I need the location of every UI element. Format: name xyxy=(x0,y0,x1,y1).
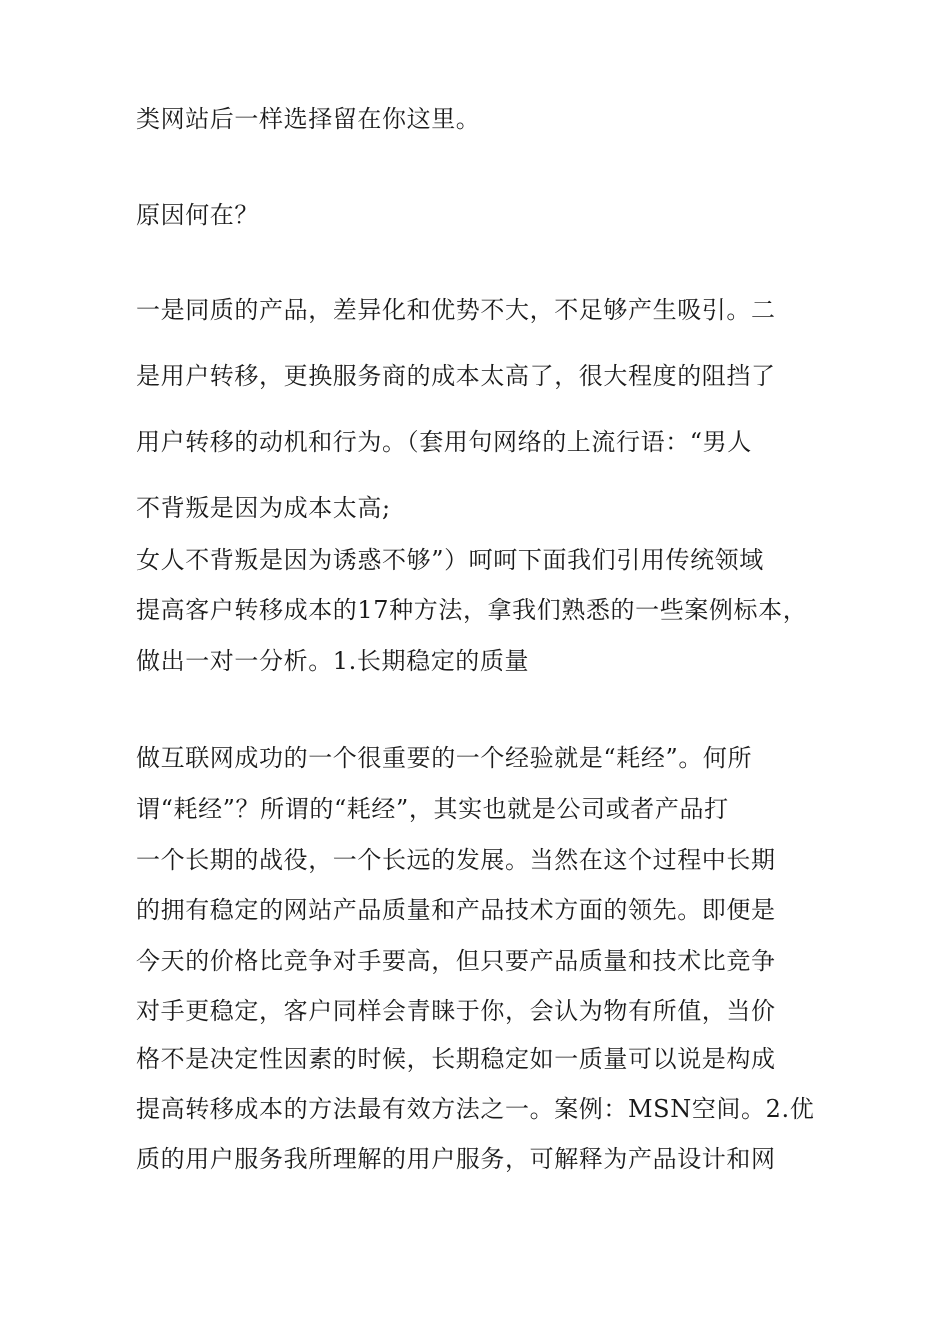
text-line: 提高转移成本的方法最有效方法之一。案例：MSN空间。2.优 xyxy=(136,1095,815,1123)
text-line: 对手更稳定，客户同样会青睐于你，会认为物有所值，当价 xyxy=(136,997,776,1025)
text-line: 提高客户转移成本的17种方法，拿我们熟悉的一些案例标本， xyxy=(136,596,808,624)
text-line: 一是同质的产品，差异化和优势不大，不足够产生吸引。二 xyxy=(136,296,776,324)
text-line: 做互联网成功的一个很重要的一个经验就是“耗经”。何所 xyxy=(136,744,753,772)
text-line: 格不是决定性因素的时候，长期稳定如一质量可以说是构成 xyxy=(136,1045,776,1073)
text-line: 原因何在？ xyxy=(136,201,259,229)
text-line: 用户转移的动机和行为。（套用句网络的上流行语：“男人 xyxy=(136,428,752,456)
text-line: 是用户转移，更换服务商的成本太高了，很大程度的阻挡了 xyxy=(136,362,776,390)
text-line: 质的用户服务我所理解的用户服务，可解释为产品设计和网 xyxy=(136,1145,776,1173)
text-line: 谓“耗经”？所谓的“耗经”，其实也就是公司或者产品打 xyxy=(136,795,729,823)
text-line: 今天的价格比竞争对手要高，但只要产品质量和技术比竞争 xyxy=(136,947,776,975)
text-line: 的拥有稳定的网站产品质量和产品技术方面的领先。即便是 xyxy=(136,896,776,924)
text-line: 做出一对一分析。1.长期稳定的质量 xyxy=(136,647,530,675)
text-line: 类网站后一样选择留在你这里。 xyxy=(136,105,481,133)
text-line: 不背叛是因为成本太高; xyxy=(136,494,391,522)
text-line: 一个长期的战役，一个长远的发展。当然在这个过程中长期 xyxy=(136,846,776,874)
text-line: 女人不背叛是因为诱惑不够”）呵呵下面我们引用传统领域 xyxy=(136,546,764,574)
